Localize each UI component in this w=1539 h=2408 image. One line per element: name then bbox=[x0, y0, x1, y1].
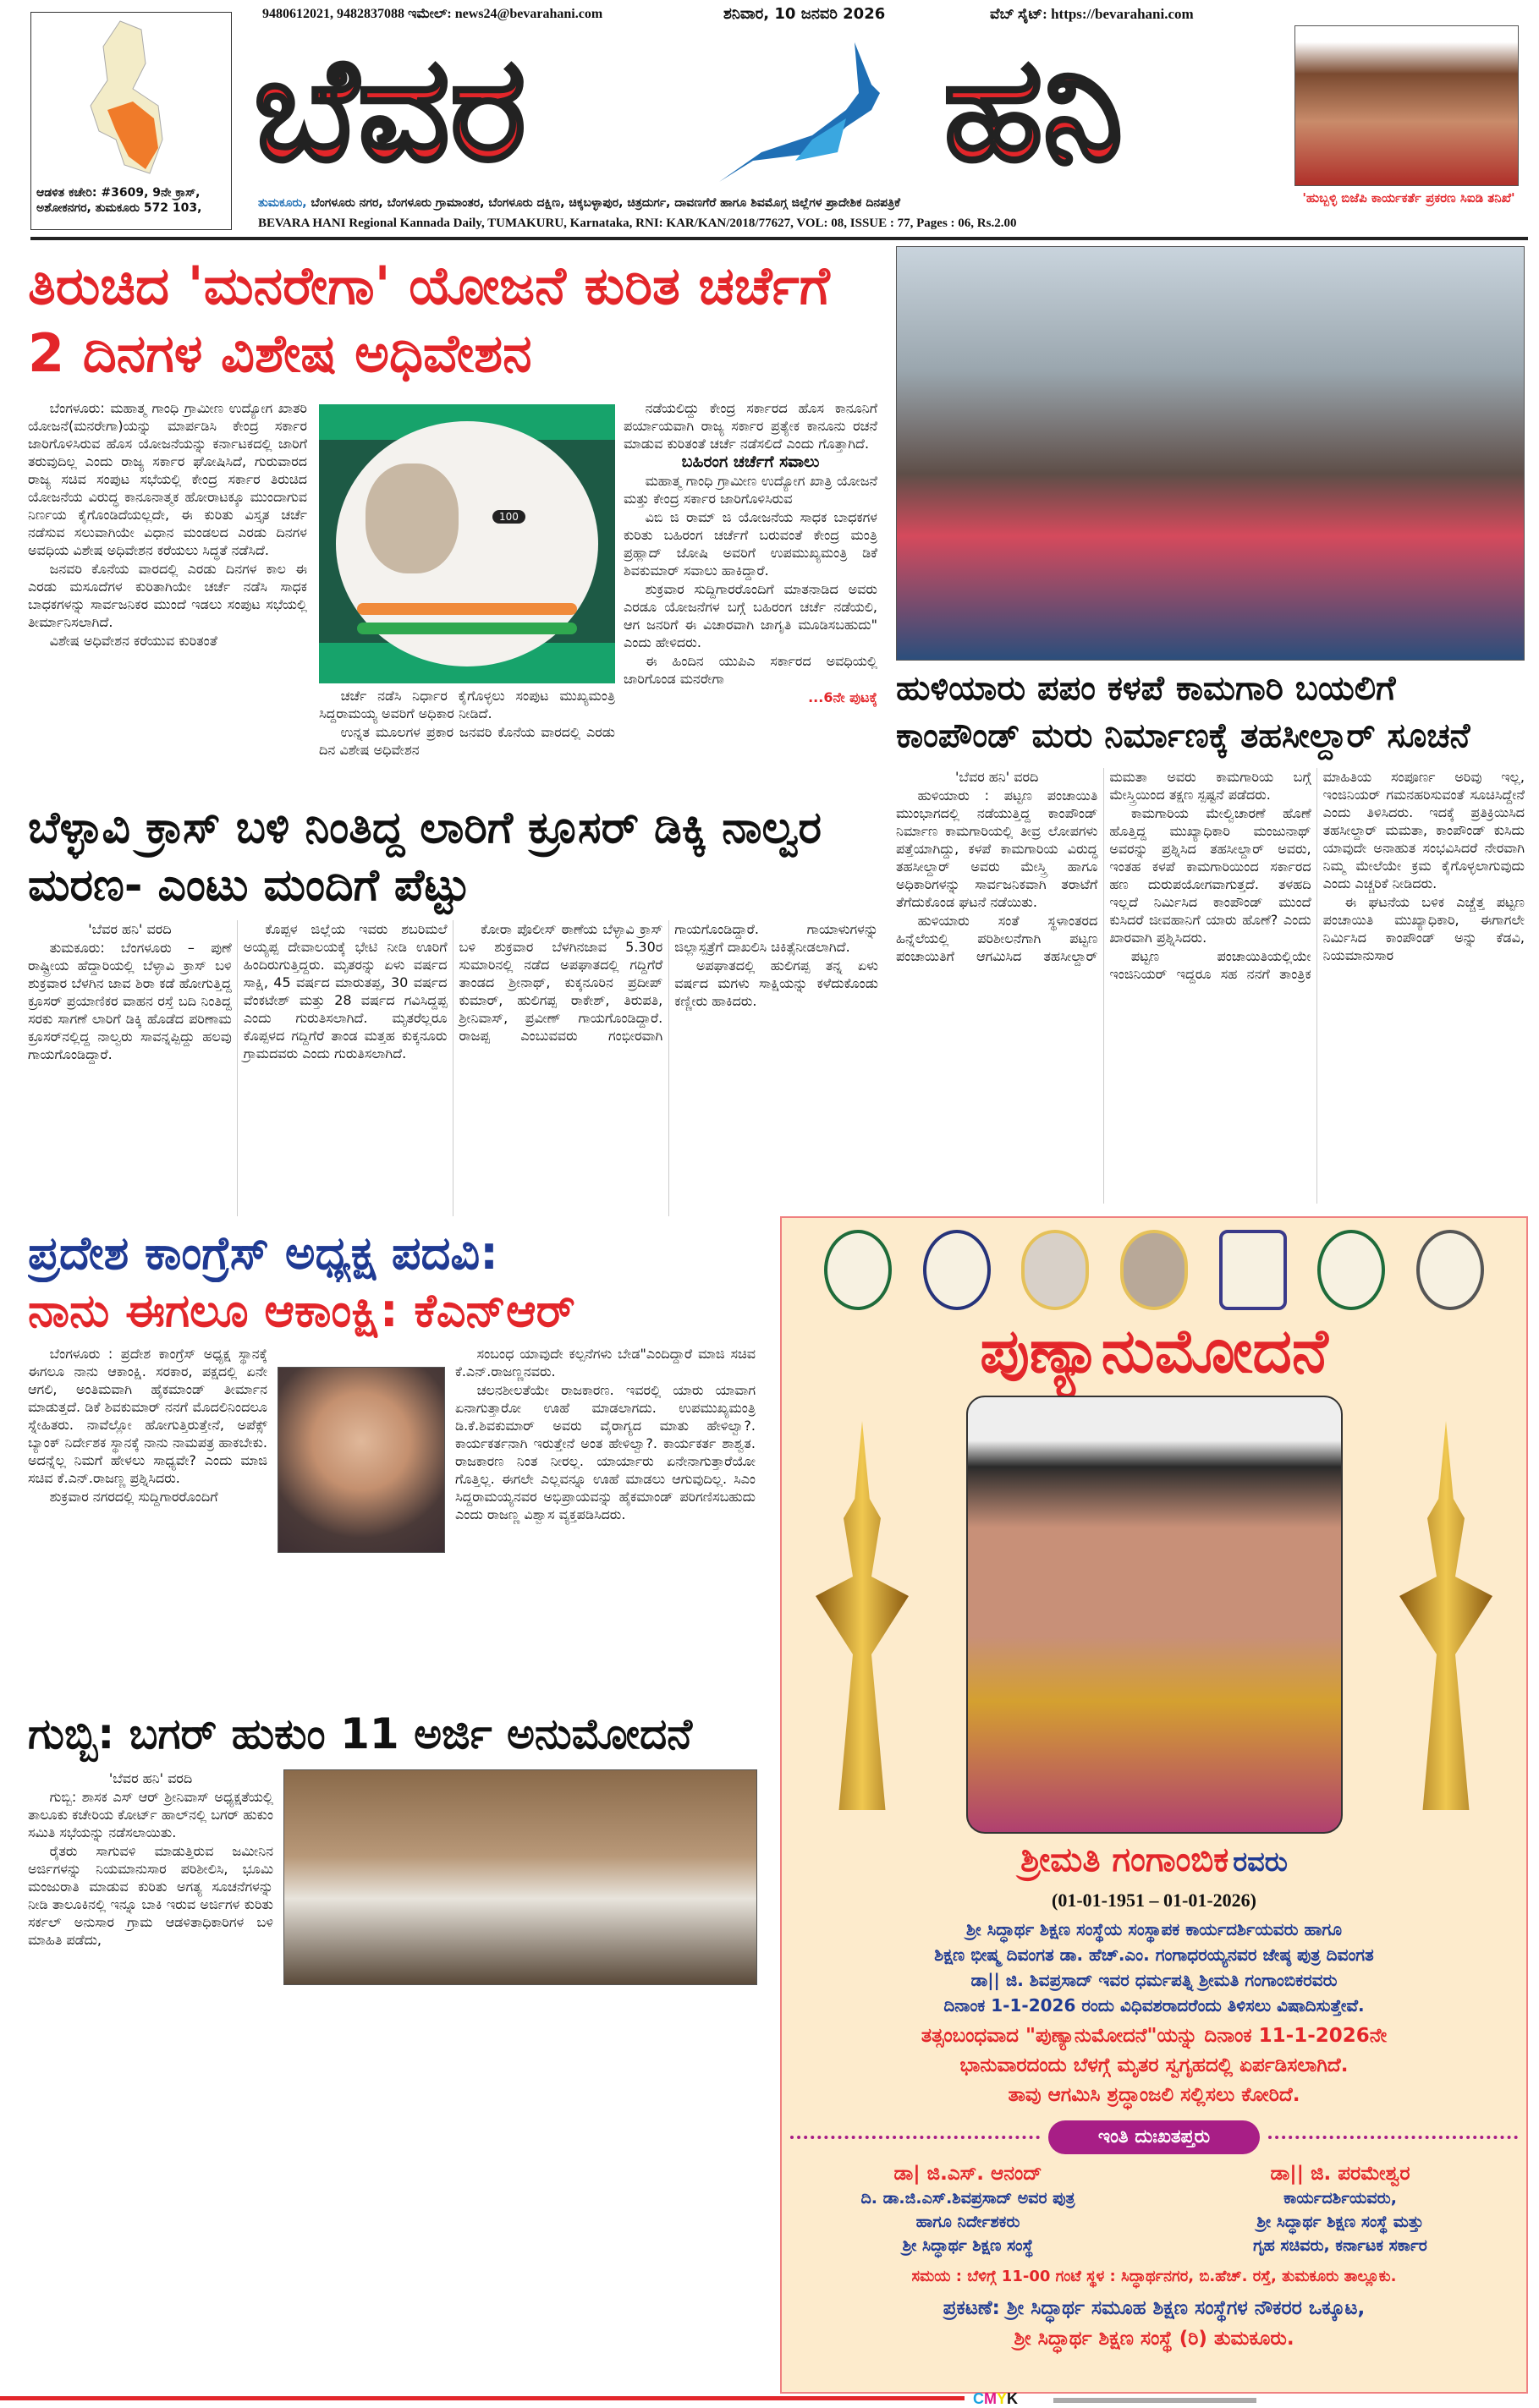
huliyar-headline: ಹುಳಿಯಾರು ಪಪಂ ಕಳಪೆ ಕಾಮಗಾರಿ ಬಯಲಿಗೆ ಕಾಂಪೌಂಡ್ ಮರು ನಿರ್ಮಾಣಕ್ಕೆ ತಹಸೀಲ್ದಾರ್ ಸೂಚನೆ bbox=[896, 669, 1470, 755]
paragraph: ಉನ್ನತ ಮೂಲಗಳ ಪ್ರಕಾರ ಜನವರಿ ಕೊನೆಯ ವಾರದಲ್ಲಿ ಎರಡು ದಿನ ವಿಶೇಷ ಅಧಿವೇಶನ bbox=[319, 724, 615, 758]
knr-headline-2: ನಾನು ಈಗಲೂ ಆಕಾಂಕ್ಷಿ: ಕೆಎನ್‌ಆರ್ bbox=[28, 1284, 575, 1337]
text-line: ದಿ. ಡಾ.ಜಿ.ಎಸ್.ಶಿವಪ್ರಸಾದ್ ಅವರ ಪುತ್ರ bbox=[860, 2189, 1075, 2208]
text-line: ಗೃಹ ಸಚಿವರು, ಕರ್ನಾಟಕ ಸರ್ಕಾರ bbox=[1253, 2236, 1427, 2255]
gubbi-byline: 'ಬೆವರ ಹನಿ' ವರದಿ bbox=[108, 1770, 193, 1786]
mourner-2 bbox=[1162, 2161, 1518, 2257]
text-line: ಶ್ರೀ ಸಿದ್ಧಾರ್ಥ ಶಿಕ್ಷಣ ಸಂಸ್ಥೆ bbox=[902, 2236, 1034, 2255]
paragraph: ಹುಳಿಯಾರು ಸಂತೆ ಸ್ಥಳಾಂತರದ ಹಿನ್ನೆಲೆಯಲ್ಲಿ ಪರಿಶೀಲನೆಗಾಗಿ ಪಟ್ಟಣ ಪಂಚಾಯಿತಿಗೆ ಆಗಮಿಸಿದ ತಹಸೀಲ್ದಾರ್ ಮಮತಾ ಅವರು ಕಾಮಗಾರಿಯ ಬಗ್ಗೆ ಮೇಸ್ತ್ರಿಯಿಂದ ತಕ್ಷಣ ಸ್ಪಷ್ಟನೆ ಪಡೆದರು. bbox=[896, 769, 1311, 964]
mourners-divider bbox=[1268, 2136, 1518, 2139]
lifespan-dates: (01-01-1951 – 01-01-2026) bbox=[1052, 1890, 1256, 1911]
paragraph: ಪಟ್ಟಣ ಪಂಚಾಯಿತಿಯಲ್ಲಿಯೇ ಇಂಜಿನಿಯರ್ ಇದ್ದರೂ ಸಹ ನನಗೆ ತಾಂತ್ರಿಕ ಮಾಹಿತಿಯ ಸಂಪೂರ್ಣ ಅರಿವು ಇಲ್ಲ, ಇಂಜಿನಿಯರ್ ಗಮನಹರಿಸುವಂತೆ ಸೂಚಿಸಿದ್ದೇನೆ ಎಂದು ತಿಳಿಸಿದರು. ಇದಕ್ಕೆ ಪ್ರತಿಕ್ರಿಯಿಸಿದ ತಹಸೀಲ್ದಾರ್ ಮಮತಾ, ಕಾಂಪೌಂಡ್ ಕುಸಿದು ಯಾವುದೇ ಅನಾಹುತ ಸಂಭವಿಸಿದರೆ ನೇರವಾಗಿ ನಿಮ್ಮ ಮೇಲೆಯೇ ಕ್ರಮ ಕೈಗೊಳ್ಳಲಾಗುವುದು ಎಂದು ಎಚ್ಚರಿಕೆ ನೀಡಿದರು. bbox=[1109, 769, 1525, 982]
accident-body bbox=[28, 920, 878, 1216]
cmyk-c: C bbox=[973, 2390, 984, 2407]
institution-logos bbox=[782, 1230, 1526, 1310]
logo-icon bbox=[923, 1230, 991, 1310]
mourner-2-name: ಡಾ|| ಜಿ. ಪರಮೇಶ್ವರ bbox=[1270, 2163, 1410, 2185]
ad-red-text bbox=[790, 2021, 1518, 2110]
time-place: ಸಮಯ : ಬೆಳಿಗ್ಗೆ 11-00 ಗಂಟೆ ಸ್ಥಳ : ಸಿದ್ಧಾರ್ಥನಗರ, ಬಿ.ಹೆಚ್. ರಸ್ತೆ, ತುಮಕೂರು ತಾಲ್ಲೂಕು. bbox=[911, 2268, 1397, 2285]
paragraph: ಗುಬ್ಬಿ: ಶಾಸಕ ಎಸ್ ಆರ್ ಶ್ರೀನಿವಾಸ್ ಅಧ್ಯಕ್ಷತೆಯಲ್ಲಿ ತಾಲೂಕು ಕಚೇರಿಯ ಕೋರ್ಟ್ ಹಾಲ್‌ನಲ್ಲಿ ಬಗರ್ ಹುಕುಂ ಸಮಿತಿ ಸಭೆಯನ್ನು ನಡೆಸಲಾಯಿತು. bbox=[28, 1789, 273, 1840]
gubbi-paragraphs bbox=[28, 1788, 273, 1949]
paragraph: ವಿಬಿ ಜಿ ರಾಮ್ ಜಿ ಯೋಜನೆಯ ಸಾಧಕ ಬಾಧಕಗಳ ಕುರಿತು ಬಹಿರಂಗ ಚರ್ಚೆಗೆ ಬರುವಂತೆ ಕೇಂದ್ರ ಮಂತ್ರಿ ಪ್ರಹ್ಲಾದ್ ಜೋಷಿ ಅವರಿಗೆ ಉಪಮುಖ್ಯಮಂತ್ರಿ ಡಿಕೆ ಶಿವಕುಮಾರ್ ಸವಾಲು ಹಾಕಿದ್ದಾರೆ. bbox=[624, 509, 877, 579]
ad-name-line bbox=[790, 1839, 1518, 1888]
office-address: ಆಡಳಿತ ಕಚೇರಿ: #3609, 9ನೇ ಕ್ರಾಸ್, ಅಶೋಕನಗರ, ತುಮಕೂರು 572 103, bbox=[36, 186, 202, 215]
accident-paragraphs bbox=[28, 920, 878, 1063]
karnataka-map-icon bbox=[31, 13, 231, 182]
paragraph: ಚಲನಶೀಲತೆಯೇ ರಾಜಕಾರಣ. ಇವರಲ್ಲಿ ಯಾರು ಯಾವಾಗ ಏನಾಗುತ್ತಾರೋ ಊಹೆ ಮಾಡಲಾಗದು. ಉಪಮುಖ್ಯಮಂತ್ರಿ ಡಿ.ಕೆ.ಶಿವಕುಮಾರ್ ಅವರು ವೈರಾಗ್ಯದ ಮಾತು ಹೇಳಿಲ್ವಾ?. ಕಾರ್ಯಕರ್ತನಾಗಿ ಇರುತ್ತೇನೆ ಅಂತ ಹೇಳಿಲ್ವಾ?. ಕಾರ್ಯಕರ್ತ ಶಾಶ್ವತ. ರಾಜಕಾರಣ ನಿಂತ ನೀರಲ್ಲ. ಯಾರ್ಯಾರು ಏನೇನಾಗುತ್ತಾರೆಯೋ ಗೊತ್ತಿಲ್ಲ. ಈಗಲೇ ಎಲ್ಲವನ್ನೂ ಊಹೆ ಮಾಡಲು ಆಗುವುದಿಲ್ಲ. ಸಿಎಂ ಸಿದ್ದರಾಮಯ್ಯನವರ ಅಭಿಪ್ರಾಯವನ್ನು ಹೈಕಮಾಂಡ್ ಪರಿಗಣಿಸಬಹುದು ಎಂದು ರಾಜಣ್ಣ ವಿಶ್ವಾಸ ವ್ಯಕ್ತಪಡಿಸಿದರು. bbox=[455, 1382, 756, 1522]
registration-bar bbox=[1053, 2398, 1256, 2403]
paragraph: ಹುಳಿಯಾರು : ಪಟ್ಟಣ ಪಂಚಾಯಿತಿ ಮುಂಭಾಗದಲ್ಲಿ ನಡೆಯುತ್ತಿದ್ದ ಕಾಂಪೌಂಡ್ ನಿರ್ಮಾಣ ಕಾಮಗಾರಿಯಲ್ಲಿ ತೀವ್ರ ಲೋಪಗಳು ಪತ್ತೆಯಾಗಿದ್ದು, ಕಳಪೆ ಕಾಮಗಾರಿಯ ವಿರುದ್ಧ ತಹಸೀಲ್ದಾರ್ ಅವರು ಮೇಸ್ತ್ರಿ ಹಾಗೂ ಅಧಿಕಾರಿಗಳನ್ನು ಸಾರ್ವಜನಿಕವಾಗಿ ತರಾಟೆಗೆ ತೆಗೆದುಕೊಂಡ ಘಟನೆ ನಡೆಯಿತು. bbox=[896, 787, 1098, 910]
deer-logo-icon bbox=[702, 34, 939, 186]
paragraph: ಜನವರಿ ಕೊನೆಯ ವಾರದಲ್ಲಿ ಎರಡು ದಿನಗಳ ಕಾಲ ಈ ಎರಡು ಮಸೂದೆಗಳ ಕುರಿತಾಗಿಯೇ ಚರ್ಚೆ ನಡೆಸಿ ಸಾಧಕ ಬಾಧಕಗಳನ್ನು ಸಾರ್ವಜನಿಕರ ಮುಂದೆ ಇಡಲು ಸಂಪುಟ ಸಭೆಯಲ್ಲಿ ತೀರ್ಮಾನಿಸಲಾಗಿದೆ. bbox=[28, 561, 307, 630]
paragraph: ವಿಶೇಷ ಅಧಿವೇಶನ ಕರೆಯುವ ಕುರಿತಂತೆ bbox=[49, 633, 217, 649]
paragraph: ಕೋರಾ ಪೊಲೀಸ್ ಠಾಣೆಯ ಬೆಳ್ಳಾವಿ ಕ್ರಾಸ್ ಬಳಿ ಶುಕ್ರವಾರ ಬೆಳಗಿನಜಾವ 5.30ರ ಸುಮಾರಿನಲ್ಲಿ ನಡೆದ ಅಪಘಾತದಲ್ಲಿ ಗದ್ದಿಗೆರೆ ತಾಂಡದ ಶ್ರೀನಾಥ್, ಕುಕ್ಕನೂರಿನ ಪ್ರದೀಪ್ ಕುಮಾರ್, ಹುಲಿಗಪ್ಪ ರಾಕೇಶ್, ತಿರುಪತಿ, ಶ್ರೀನಿವಾಸ್, ಪ್ರವೀಣ್ ಗಾಯಗೊಂಡಿದ್ದಾರೆ. ರಾಜಪ್ಪ ಎಂಬುವವರು ಗಂಭೀರವಾಗಿ ಗಾಯಗೊಂಡಿದ್ದಾರೆ. ಗಾಯಾಳುಗಳನ್ನು ಜಿಲ್ಲಾಸ್ಪತ್ರೆಗೆ ದಾಖಲಿಸಿ ಚಿಕಿತ್ಸೆನೀಡಲಾಗಿದೆ. bbox=[459, 921, 878, 1044]
huliyar-paragraphs bbox=[896, 768, 1525, 983]
gubbi-body-row bbox=[28, 1769, 764, 2353]
mourners-divider bbox=[790, 2136, 1040, 2139]
mourner-1-lines bbox=[790, 2186, 1146, 2257]
text-line: ಶ್ರೀ ಸಿದ್ಧಾರ್ಥ ಶಿಕ್ಷಣ ಸಂಸ್ಥೆಯ ಸಂಸ್ಥಾಪಕ ಕಾರ್ಯದರ್ಶಿಯವರು ಹಾಗೂ bbox=[966, 1919, 1342, 1939]
text-line: ದಿನಾಂಕ 1-1-2026 ರಂದು ವಿಧಿವಶರಾದರೆಂದು ತಿಳಿಸಲು ವಿಷಾದಿಸುತ್ತೇವೆ. bbox=[943, 1995, 1365, 2016]
knr-body-row bbox=[28, 1345, 764, 1693]
logo-icon bbox=[1317, 1230, 1385, 1310]
website: ವೆಬ್ ಸೈಟ್: https://bevarahani.com bbox=[990, 6, 1194, 22]
text-line: ಶ್ರೀ ಸಿದ್ಧಾರ್ಥ ಶಿಕ್ಷಣ ಸಂಸ್ಥೆ ಮತ್ತು bbox=[1256, 2213, 1424, 2231]
paragraph: ಈ ಹಿಂದಿನ ಯುಪಿಎ ಸರ್ಕಾರದ ಅವಧಿಯಲ್ಲಿ ಜಾರಿಗೊಂಡ ಮನರೇಗಾ bbox=[624, 653, 877, 687]
lamp-left-icon bbox=[816, 1421, 909, 1810]
mourners-row bbox=[790, 2161, 1518, 2257]
gubbi-meeting-photo bbox=[283, 1769, 757, 1985]
lead-subhead: ಬಹಿರಂಗ ಚರ್ಚೆಗೆ ಸವಾಲು bbox=[681, 453, 820, 471]
publisher-line-2: ಶ್ರೀ ಸಿದ್ಧಾರ್ಥ ಶಿಕ್ಷಣ ಸಂಸ್ಥೆ (ರಿ) ತುಮಕೂರು. bbox=[1014, 2328, 1294, 2350]
issue-date: ಶನಿವಾರ, 10 ಜನವರಿ 2026 bbox=[723, 5, 886, 23]
teaser-photo bbox=[1294, 25, 1519, 186]
mourners-divider-row bbox=[790, 2120, 1518, 2154]
ad-text-flow bbox=[790, 1839, 1518, 2354]
publisher-line-1: ಶ್ರೀ ಸಿದ್ಧಾರ್ಥ ಸಮೂಹ ಶಿಕ್ಷಣ ಸಂಸ್ಥೆಗಳ ನೌಕರರ ಒಕ್ಕೂಟ, bbox=[1006, 2297, 1366, 2319]
gubbi-col1 bbox=[28, 1769, 273, 2353]
teaser-caption: 'ಹುಬ್ಬಳ್ಳಿ ಬಿಜೆಪಿ ಕಾರ್ಯಕರ್ತೆ ಪ್ರಕರಣ ಸಿಐಡಿ ತನಿಖೆ' bbox=[1302, 190, 1515, 206]
gubbi-headline: ಗುಬ್ಬಿ: ಬಗರ್ ಹುಕುಂ 11 ಅರ್ಜಿ ಅನುಮೋದನೆ bbox=[28, 1709, 693, 1758]
paragraph: ನಡೆಯಲಿದ್ದು ಕೇಂದ್ರ ಸರ್ಕಾರದ ಹೊಸ ಕಾನೂನಿಗೆ ಪರ್ಯಾಯವಾಗಿ ರಾಜ್ಯ ಸರ್ಕಾರ ಪ್ರತ್ಯೇಕ ಕಾನೂನು ರಚನೆ ಮಾಡುವ ಕುರಿತಂತೆ ಚರ್ಚೆ ನಡೆಸಲಿದೆ ಎಂದು ಗೊತ್ತಾಗಿದೆ. bbox=[624, 400, 877, 452]
text-line: ಹಾಗೂ ನಿರ್ದೇಶಕರು bbox=[915, 2213, 1020, 2231]
knr-photo bbox=[278, 1367, 445, 1553]
huliyar-byline: 'ಬೆವರ ಹನಿ' ವರದಿ bbox=[954, 769, 1039, 785]
paragraph: ಸಂಬಂಧ ಯಾವುದೇ ಕಲ್ಪನೆಗಳು ಬೇಡ"ಎಂದಿದ್ದಾರೆ ಮಾಜಿ ಸಚಿವ ಕೆ.ಎನ್.ರಾಜಣ್ಣನವರು. bbox=[455, 1346, 756, 1380]
lead-col3b bbox=[624, 472, 877, 688]
publisher bbox=[790, 2293, 1518, 2354]
jump-link[interactable]: ...6ನೇ ಪುಟಕ್ಕೆ bbox=[808, 689, 877, 705]
knr-col1 bbox=[28, 1345, 267, 1693]
header-divider bbox=[30, 237, 1528, 240]
badge-100: 100 bbox=[492, 510, 525, 524]
text-line: ಕಾರ್ಯದರ್ಶಿಯವರು, bbox=[1283, 2189, 1397, 2208]
text-line: ಡಾ|| ಜಿ. ಶಿವಪ್ರಸಾದ್ ಇವರ ಧರ್ಮಪತ್ನಿ ಶ್ರೀಮತಿ ಗಂಗಾಂಬಿಕರವರು bbox=[970, 1970, 1338, 1990]
ad-title: ಪುಣ್ಯಾನುಮೋದನೆ bbox=[980, 1315, 1328, 1386]
lead-col3a bbox=[624, 399, 877, 453]
paragraph: ಬೆಂಗಳೂರು: ಮಹಾತ್ಮ ಗಾಂಧಿ ಗ್ರಾಮೀಣ ಉದ್ಯೋಗ ಖಾತರಿ ಯೋಜನೆ(ಮನರೇಗಾ)ಯನ್ನು ಮಾರ್ಪಡಿಸಿ ಕೇಂದ್ರ ಸರ್ಕಾರ ಜಾರಿಗೊಳಿಸಿರುವ ಹೊಸ ಯೋಜನೆಯನ್ನು ಕರ್ನಾಟಕದಲ್ಲಿ ಜಾರಿಗೆ ತರುವುದಿಲ್ಲ ಎಂದು ರಾಜ್ಯ ಸರ್ಕಾರ ಘೋಷಿಸಿದೆ, ಗುರುವಾರದ ರಾಜ್ಯ ಸಚಿವ ಸಂಪುಟ ಸಭೆಯಲ್ಲಿ ಕೇಂದ್ರ ಸರ್ಕಾರ ತಿರುಚಿದ ಯೋಜನೆಯ ವಿರುದ್ಧ ಕಾನೂನಾತ್ಮಕ ಹೋರಾಟಕ್ಕೂ ಮುಂದಾಗುವ ನಿರ್ಣಯ ಕೈಗೊಂಡಿದೆಯಲ್ಲದೇ, ಈ ಕುರಿತು ವಿಸ್ತೃತ ಚರ್ಚೆ ನಡೆಸುವ ಸಲುವಾಗಿಯೇ ವಿಧಾನ ಮಂಡಲದ ಎರಡು ದಿನಗಳ ಅವಧಿಯ ವಿಶೇಷ ಅಧಿವೇಶನ ಕರೆಯಲು ಸಿದ್ಧತೆ ನಡೆಸಿದೆ. bbox=[28, 400, 307, 558]
edition-tumakuru: ತುಮಕೂರು, bbox=[258, 196, 307, 210]
logo-icon bbox=[1416, 1230, 1484, 1310]
paragraph: ಕಾಮಗಾರಿಯ ಮೇಲ್ವಿಚಾರಣೆ ಹೊಣೆ ಹೊತ್ತಿದ್ದ ಮುಖ್ಯಾಧಿಕಾರಿ ಮಂಜುನಾಥ್ ಅವರನ್ನು ಪ್ರಶ್ನಿಸಿದ ತಹಸೀಲ್ದಾರ್ ಅವರು, ಇಂತಹ ಕಳಪೆ ಕಾಮಗಾರಿಯಿಂದ ಸರ್ಕಾರದ ಹಣ ದುರುಪಯೋಗವಾಗುತ್ತದೆ. ತಳಹದಿ ಇಲ್ಲದೆ ನಿರ್ಮಿಸಿದ ಕಾಂಪೌಂಡ್ ಮುಂದೆ ಕುಸಿದರೆ ಜೀವಹಾನಿಗೆ ಯಾರು ಹೊಣೆ? ಎಂದು ಖಾರವಾಗಿ ಪ್ರಶ್ನಿಸಿದರು. bbox=[1109, 805, 1311, 946]
text-line: ತತ್ಸಂಬಂಧವಾದ "ಪುಣ್ಯಾನುಮೋದನೆ"ಯನ್ನು ದಿನಾಂಕ 11-1-2026ನೇ bbox=[921, 2025, 1388, 2047]
gubbi-right bbox=[283, 1769, 757, 2353]
lead-col1 bbox=[28, 399, 307, 793]
cmyk-k: K bbox=[1007, 2390, 1019, 2407]
lead-headline: ತಿರುಚಿದ 'ಮನರೇಗಾ' ಯೋಜನೆ ಕುರಿತ ಚರ್ಚೆಗೆ 2 ದಿನಗಳ ವಿಶೇಷ ಅಧಿವೇಶನ bbox=[28, 255, 830, 384]
editions-rest: ಬೆಂಗಳೂರು ನಗರ, ಬೆಂಗಳೂರು ಗ್ರಾಮಾಂತರ, ಬೆಂಗಳೂರು ದಕ್ಷಿಣ, ಚಿಕ್ಕಬಳ್ಳಾಪುರ, ಚಿತ್ರದುರ್ಗ, ದಾವಣಗೆರೆ ಹಾಗೂ ಶಿವಮೊಗ್ಗ ಜಿಲ್ಲೆಗಳ ಪ್ರಾದೇಶಿಕ ದಿನಪತ್ರಿಕೆ bbox=[306, 196, 901, 210]
text-line: ಭಾನುವಾರದಂದು ಬೆಳಗ್ಗೆ ಮೃತರ ಸ್ವಗೃಹದಲ್ಲಿ ಏರ್ಪಡಿಸಲಾಗಿದೆ. bbox=[959, 2054, 1349, 2076]
cmyk-m: M bbox=[984, 2390, 997, 2407]
founder-portrait bbox=[1120, 1230, 1188, 1310]
knr-headline-1: ಪ್ರದೇಶ ಕಾಂಗ್ರೆಸ್ ಅಧ್ಯಕ್ಷ ಪದವಿ: bbox=[28, 1226, 498, 1280]
logo-icon bbox=[1219, 1230, 1287, 1310]
deceased-portrait bbox=[966, 1396, 1343, 1834]
karnataka-map-box bbox=[30, 12, 232, 230]
mourner-1 bbox=[790, 2161, 1146, 2257]
editions-line bbox=[258, 195, 1223, 211]
deceased-name-suffix: ರವರು bbox=[1233, 1846, 1288, 1878]
obituary-ad bbox=[780, 1216, 1528, 2394]
paragraph: ಬೆಂಗಳೂರು : ಪ್ರದೇಶ ಕಾಂಗ್ರೆಸ್ ಅಧ್ಯಕ್ಷ ಸ್ಥಾನಕ್ಕೆ ಈಗಲೂ ನಾನು ಆಕಾಂಕ್ಷಿ. ಸರಕಾರ, ಪಕ್ಷದಲ್ಲಿ ಏನೇ ಆಗಲಿ, ಅಂತಿಮವಾಗಿ ಹೈಕಮಾಂಡ್ ತೀರ್ಮಾನ ಮಾಡುತ್ತದೆ. ಡಿಕೆ ಶಿವಕುಮಾರ್ ನನಗೆ ಮೊದಲಿನಿಂದಲೂ ಸ್ನೇಹಿತರು. ನಾವೆಲ್ಲೋ ಹೋಗುತ್ತಿರುತ್ತೇನೆ, ಅಪೆಕ್ಸ್ ಬ್ಯಾಂಕ್ ನಿರ್ದೇಶಕ ಸ್ಥಾನಕ್ಕೆ ನಾನು ನಾಮಪತ್ರ ಹಾಕಬೇಕು. ಅದನ್ನೆಲ್ಲ ನಿಮಗೆ ಹೇಳಲು ಸಾಧ್ಯವೇ? ಎಂದು ಮಾಜಿ ಸಚಿವ ಕೆ.ಎನ್.ರಾಜಣ್ಣ ಪ್ರಶ್ನಿಸಿದರು. bbox=[28, 1346, 267, 1486]
contact-info: 9480612021, 9482837088 ಇಮೇಲ್: news24@bevarahani.com bbox=[262, 7, 603, 21]
paragraph: ಅಪಘಾತದಲ್ಲಿ ಹುಲಿಗಪ್ಪ ತನ್ನ ಏಳು ವರ್ಷದ ಮಗಳು ಸಾಕ್ಷಿಯನ್ನು ಕಳೆದುಕೊಂಡು ಕಣ್ಣೀರು ಹಾಕಿದರು. bbox=[674, 957, 878, 1009]
paragraph: ಶುಕ್ರವಾರ ನಗರದಲ್ಲಿ ಸುದ್ದಿಗಾರರೊಂದಿಗೆ bbox=[49, 1489, 218, 1505]
ad-blue-text bbox=[790, 1917, 1518, 2018]
founder-portrait bbox=[1021, 1230, 1089, 1310]
gandhi-portrait bbox=[366, 463, 459, 573]
masthead-right: ಹನಿ bbox=[943, 26, 1124, 194]
huliyar-body bbox=[896, 768, 1525, 1204]
gubbi-col2 bbox=[283, 1993, 757, 2348]
left-lower-section bbox=[28, 1225, 764, 2394]
mourner-2-lines bbox=[1162, 2186, 1518, 2257]
logo-icon bbox=[824, 1230, 892, 1310]
cmyk-y: Y bbox=[997, 2390, 1008, 2407]
text-line: ತಾವು ಆಗಮಿಸಿ ಶ್ರದ್ಧಾಂಜಲಿ ಸಲ್ಲಿಸಲು ಕೋರಿದೆ. bbox=[1008, 2084, 1300, 2106]
text-line: ಶಿಕ್ಷಣ ಭೀಷ್ಮ ದಿವಂಗತ ಡಾ. ಹೆಚ್.ಎಂ. ಗಂಗಾಧರಯ್ಯನವರ ಜೇಷ್ಠ ಪುತ್ರ ದಿವಂಗತ bbox=[934, 1945, 1374, 1965]
paragraph: ತುಮಕೂರು: ಬೆಂಗಳೂರು – ಪುಣೆ ರಾಷ್ಟ್ರೀಯ ಹೆದ್ದಾರಿಯಲ್ಲಿ ಬೆಳ್ಳಾವಿ ಕ್ರಾಸ್ ಬಳಿ ಶುಕ್ರವಾರ ಬೆಳಗಿನ ಜಾವ ಶಿರಾ ಕಡೆ ಹೋಗುತ್ತಿದ್ದ ಕ್ರೂಸರ್ ಪ್ರಯಾಣಿಕರ ವಾಹನ ರಸ್ತೆ ಬದಿ ನಿಂತಿದ್ದ ಸರಕು ಸಾಗಣೆ ಲಾರಿಗೆ ಡಿಕ್ಕಿ ಹೊಡೆದ ಪರಿಣಾಮ ಕ್ರೂಸರ್‌ನಲ್ಲಿದ್ದ ನಾಲ್ವರು ಸಾವನ್ನಪ್ಪಿದ್ದು ಹಲವು ಗಾಯಗೊಂಡಿದ್ದಾರೆ. bbox=[28, 940, 232, 1062]
paragraph: ಶುಕ್ರವಾರ ಸುದ್ದಿಗಾರರೊಂದಿಗೆ ಮಾತನಾಡಿದ ಅವರು ಎರಡೂ ಯೋಜನೆಗಳ ಬಗ್ಗೆ ಬಹಿರಂಗ ಚರ್ಚೆ ನಡೆಯಲಿ, ಆಗ ಜನರಿಗೆ ಈ ವಿಚಾರವಾಗಿ ಜಾಗೃತಿ ಮೂಡಿಸಬಹುದು" ಎಂದು ಹೇಳಿದರು. bbox=[624, 581, 877, 650]
huliyar-photo bbox=[896, 246, 1525, 661]
mourner-1-name: ಡಾ| ಜಿ.ಎಸ್. ಆನಂದ್ bbox=[893, 2163, 1042, 2185]
publisher-label: ಪ್ರಕಟಣೆ: bbox=[943, 2297, 1000, 2319]
mourners-label: ಇಂತಿ ದುಃಖತಪ್ತರು bbox=[1048, 2120, 1260, 2154]
registration-line: BEVARA HANI Regional Kannada Daily, TUMAKURU, Karnataka, RNI: KAR/KAN/2018/77627, VOL: 08, ISSUE : 77, Pages : 06, Rs.2.00 bbox=[258, 217, 1017, 230]
lead-col2 bbox=[319, 687, 615, 793]
lead-col3 bbox=[624, 399, 877, 793]
accident-byline: 'ಬೆವರ ಹನಿ' ವರದಿ bbox=[88, 921, 172, 937]
paragraph: ಕೊಪ್ಪಳ ಜಿಲ್ಲೆಯ ಇವರು ಶಬರಿಮಲೆ ಅಯ್ಯಪ್ಪ ದೇವಾಲಯಕ್ಕೆ ಭೇಟಿ ನೀಡಿ ಊರಿಗೆ ಹಿಂದಿರುಗುತ್ತಿದ್ದರು. ಮೃತರನ್ನು ಏಳು ವರ್ಷದ ಸಾಕ್ಷಿ, 45 ವರ್ಷದ ಮಾರುತಪ್ಪ, 30 ವರ್ಷದ ವೆಂಕಟೇಶ್ ಮತ್ತು 28 ವರ್ಷದ ಗವಿಸಿದ್ದಪ್ಪ ಎಂದು ಗುರುತಿಸಲಾಗಿದೆ. ಮೃತರೆಲ್ಲರೂ ಕೊಪ್ಪಳದ ಗದ್ದಿಗೆರೆ ತಾಂಡ ಮತ್ತಹ ಕುಕ್ಕನೂರು ಗ್ರಾಮದವರು ಎಂದು ಗುರುತಿಸಲಾಗಿದೆ. bbox=[243, 921, 448, 1061]
paragraph: ರೈತರು ಸಾಗುವಳಿ ಮಾಡುತ್ತಿರುವ ಜಮೀನಿನ ಅರ್ಜಿಗಳನ್ನು ನಿಯಮಾನುಸಾರ ಪರಿಶೀಲಿಸಿ, ಭೂಮಿ ಮಂಜುರಾತಿ ಮಾಡುವ ಕುರಿತು ಅಗತ್ಯ ಸೂಚನೆಗಳನ್ನು ನೀಡಿ ತಾಲೂಕಿನಲ್ಲಿ ಇನ್ನೂ ಬಾಕಿ ಇರುವ ಅರ್ಜಿಗಳ ಕುರಿತು ಸರ್ಕಲ್ ಅನುಸಾರ ಗ್ರಾಮ ಆಡಳಿತಾಧಿಕಾರಿಗಳ ಬಳಿ ಮಾಹಿತಿ ಪಡೆದು, bbox=[28, 1843, 273, 1948]
deceased-name: ಶ್ರೀಮತಿ ಗಂಗಾಂಬಿಕ bbox=[1020, 1840, 1229, 1879]
cmyk-marks bbox=[973, 2390, 1018, 2407]
mgnrega-logo-image bbox=[319, 404, 615, 683]
paragraph: ಮಹಾತ್ಮ ಗಾಂಧಿ ಗ್ರಾಮೀಣ ಉದ್ಯೋಗ ಖಾತ್ರಿ ಯೋಜನೆ ಮತ್ತು ಕೇಂದ್ರ ಸರ್ಕಾರ ಜಾರಿಗೊಳಿಸಿರುವ bbox=[624, 473, 877, 507]
lamp-right-icon bbox=[1399, 1421, 1492, 1810]
accident-headline: ಬೆಳ್ಳಾವಿ ಕ್ರಾಸ್ ಬಳಿ ನಿಂತಿದ್ದ ಲಾರಿಗೆ ಕ್ರೂಸರ್ ಡಿಕ್ಕಿ ನಾಲ್ವರ ಮರಣ- ಎಂಟು ಮಂದಿಗೆ ಪೆಟ್ಟು bbox=[28, 803, 822, 911]
footer-red-rule bbox=[0, 2396, 965, 2400]
masthead-left: ಬೆವರ bbox=[254, 26, 526, 194]
paragraph: ಚರ್ಚೆ ನಡೆಸಿ ನಿರ್ಧಾರ ಕೈಗೊಳ್ಳಲು ಸಂಪುಟ ಮುಖ್ಯಮಂತ್ರಿ ಸಿದ್ದರಾಮಯ್ಯ ಅವರಿಗೆ ಅಧಿಕಾರ ನೀಡಿದೆ. bbox=[319, 688, 615, 721]
knr-col3 bbox=[455, 1345, 756, 1693]
paragraph: ಈ ಘಟನೆಯ ಬಳಿಕ ಎಚ್ಚೆತ್ತ ಪಟ್ಟಣ ಪಂಚಾಯಿತಿ ಮುಖ್ಯಾಧಿಕಾರಿ, ಈಗಾಗಲೇ ನಿರ್ಮಿಸಿದ ಕಾಂಪೌಂಡ್ ಅನ್ನು ಕೆಡವಿ, ನಿಯಮಾನುಸಾರ bbox=[1322, 894, 1525, 963]
